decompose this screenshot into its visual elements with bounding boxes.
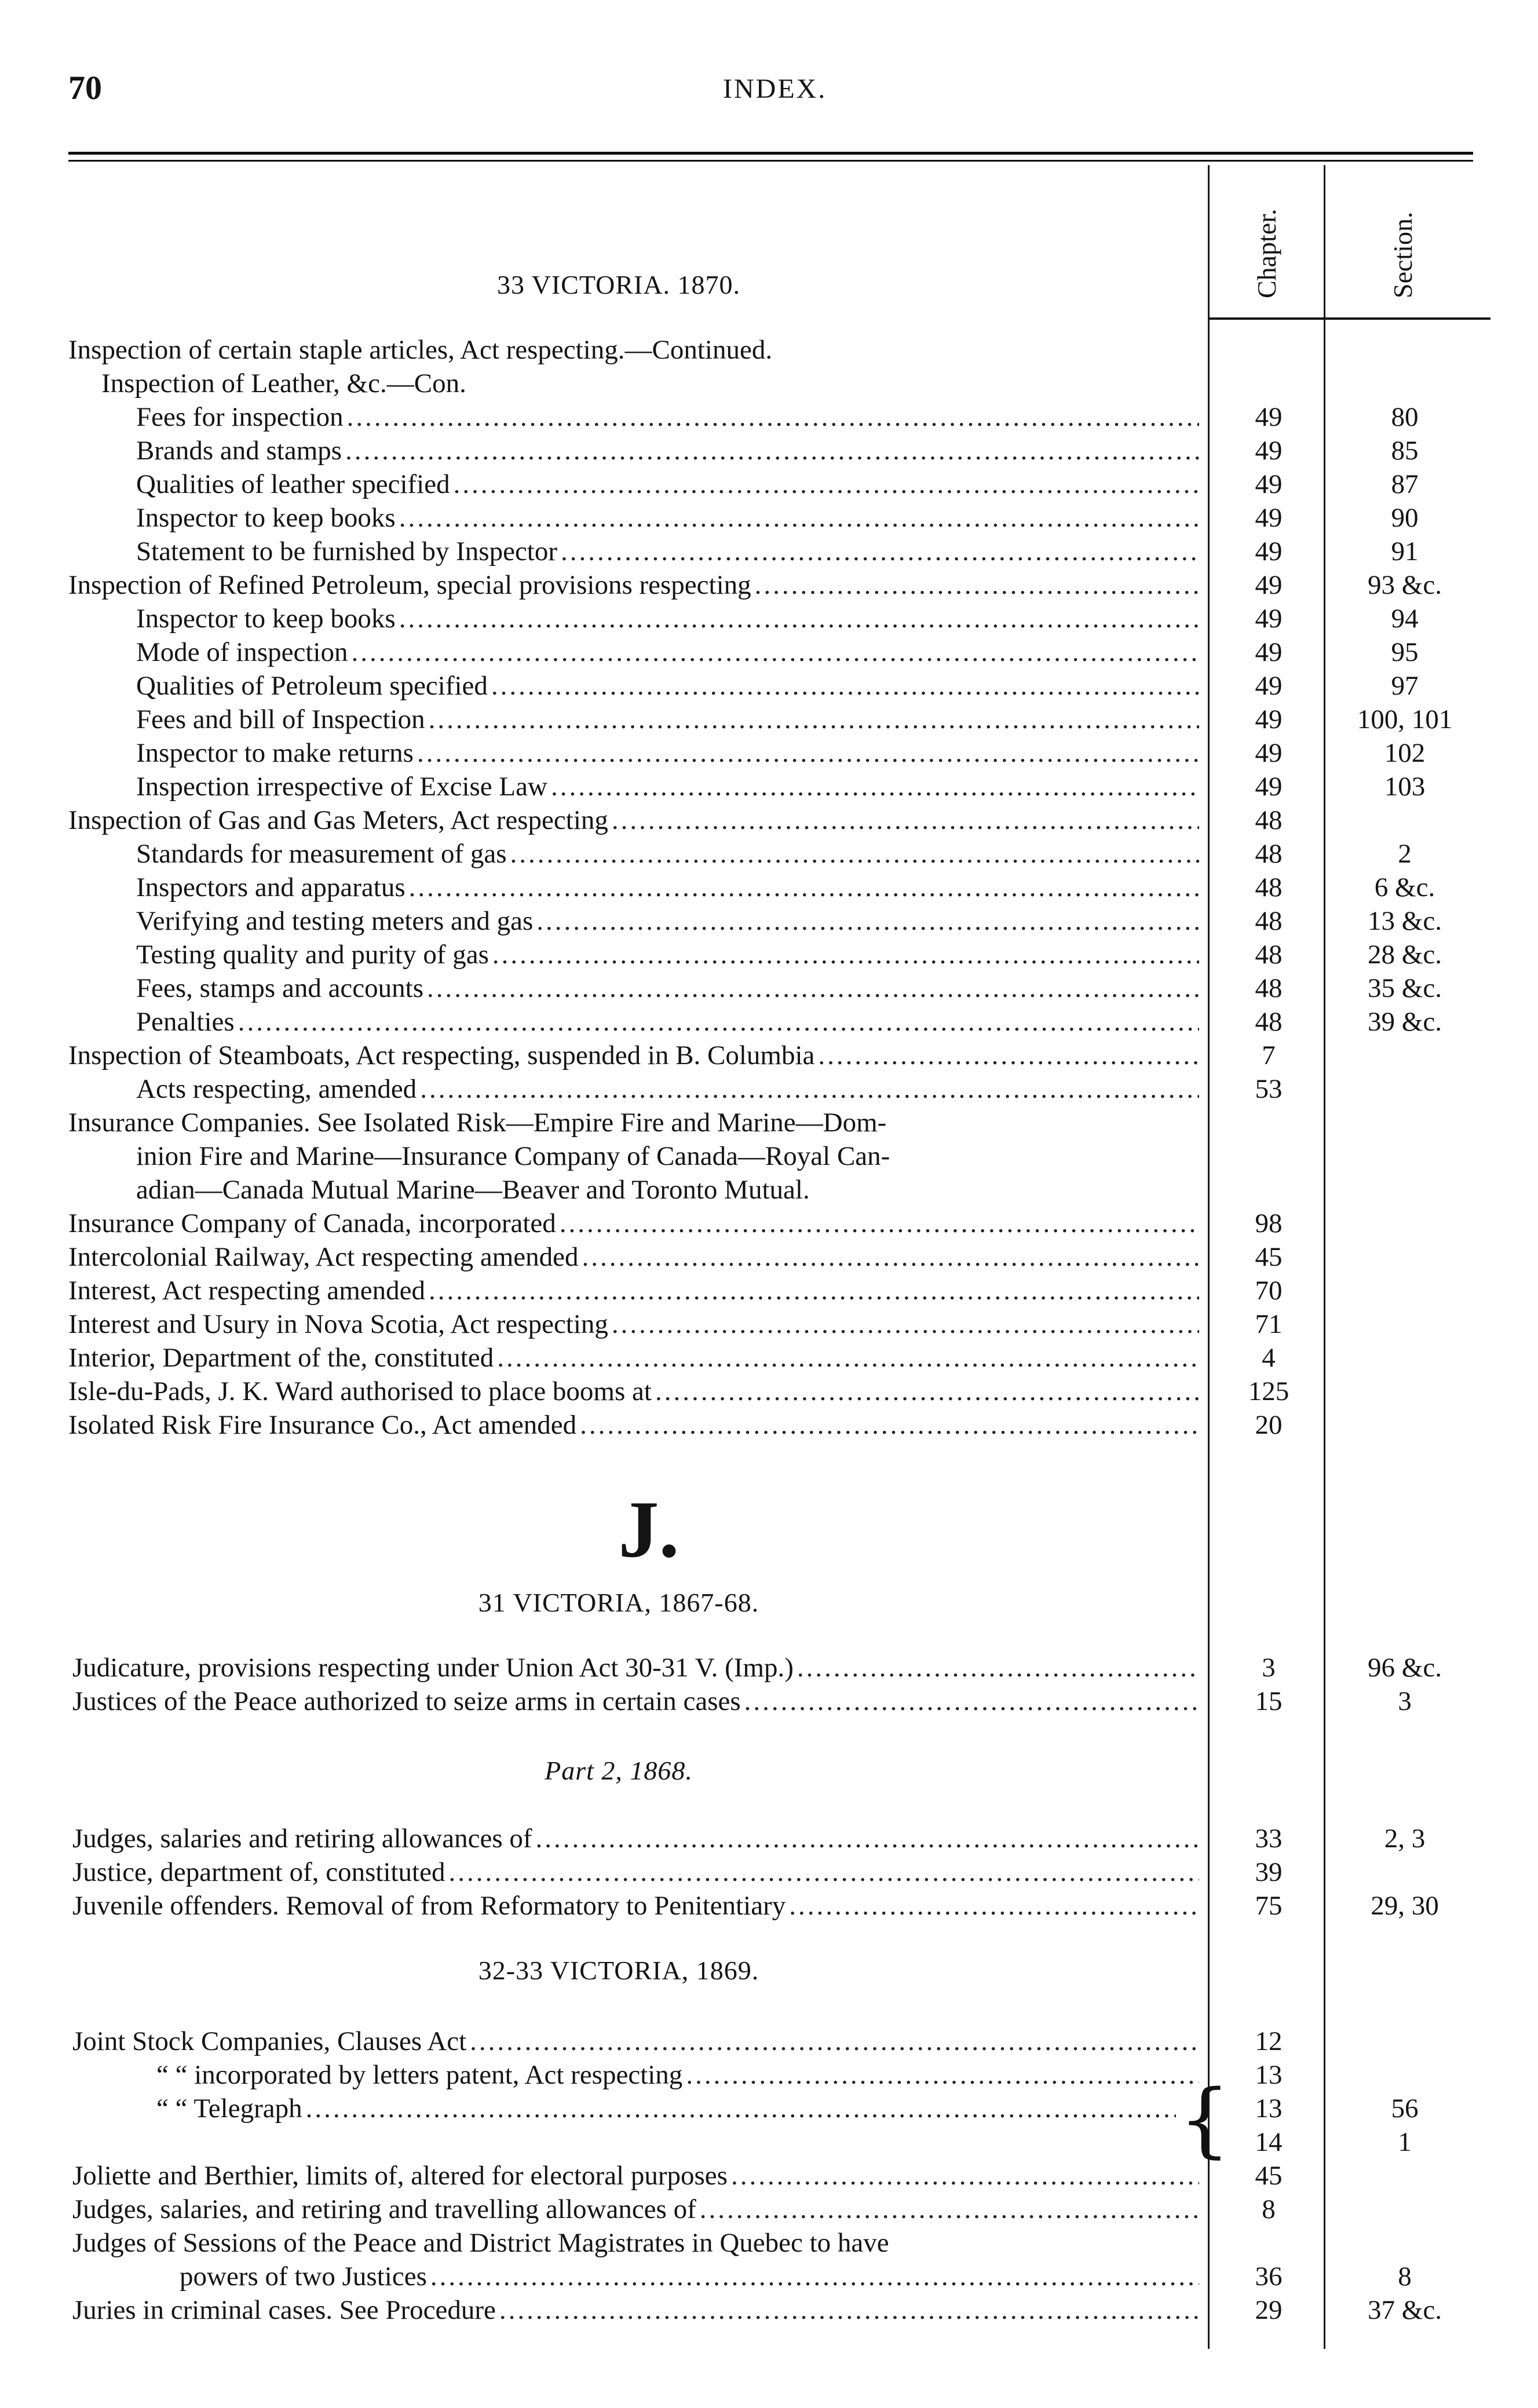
index-entry: Justice, department of, constituted ..... 39 [0,1855,1538,1889]
index-entry: Inspector to keep books ..... 49 90 [0,501,1538,535]
section-column-heading: Section. [1388,211,1418,298]
index-entry: Testing quality and purity of gas ..... 48 28 &c. [0,938,1538,971]
index-entry: Judges of Sessions of the Peace and District Magistrates in Quebec to have [72,2228,889,2258]
index-entry: powers of two Justices ..... 36 8 [0,2260,1538,2293]
section-heading-part2-1868: Part 2, 1868. [545,1756,693,1785]
index-entry: Inspection of Steamboats, Act respecting, suspended in B. Columbia ..... 7 [0,1039,1538,1072]
index-entry: Inspection of Gas and Gas Meters, Act respecting ..... 48 [0,803,1538,837]
index-entry: “ “ Telegraph ..... 13 56 [0,2092,1538,2125]
index-entry: Juvenile offenders. Removal of from Reformatory to Penitentiary ..... 75 29, 30 [0,1889,1538,1923]
page-number: 70 [68,69,102,107]
index-entry: Interest and Usury in Nova Scotia, Act respecting ..... 71 [0,1307,1538,1341]
brace-glyph: { [1179,2073,1231,2167]
index-entry: Juries in criminal cases. See Procedure ..... 29 37 &c. [0,2293,1538,2327]
letter-j-heading: J. [618,1485,680,1574]
index-entry: Judges, salaries, and retiring and travelling allowances of ..... 8 [0,2193,1538,2226]
section-heading-1867-68: 31 VICTORIA, 1867-68. [478,1588,759,1617]
index-entry: Isolated Risk Fire Insurance Co., Act amended ..... 20 [0,1408,1538,1442]
index-entry: Inspection of certain staple articles, Act respecting.—Continued. [68,335,773,365]
index-entry: Fees for inspection ..... 49 80 [0,400,1538,434]
index-entry: Penalties ..... 48 39 &c. [0,1005,1538,1039]
index-entry: Verifying and testing meters and gas ..... 48 13 &c. [0,904,1538,938]
index-entry: Insurance Company of Canada, incorporated ..... 98 [0,1207,1538,1240]
index-entry: Joliette and Berthier, limits of, altered for electoral purposes ..... 45 [0,2159,1538,2193]
index-entry: “ “ incorporated by letters patent, Act respecting ..... 13 [0,2058,1538,2092]
page-header [68,68,1470,115]
index-entry: Justices of the Peace authorized to seize arms in certain cases ..... 15 3 [0,1684,1538,1718]
index-entry: Inspector to keep books ..... 49 94 [0,602,1538,635]
section-heading-1869: 32-33 VICTORIA, 1869. [478,1956,759,1985]
index-entry: Mode of inspection ..... 49 95 [0,635,1538,669]
section-heading-1870: 33 VICTORIA. 1870. [496,270,741,299]
index-entry: Qualities of Petroleum specified ..... 49 97 [0,669,1538,703]
index-entry: 14 1 [1255,2127,1412,2157]
index-entry: Isle-du-Pads, J. K. Ward authorised to place booms at ..... 125 [0,1375,1538,1408]
index-entry: Judges, salaries and retiring allowances of ..... 33 2, 3 [0,1822,1538,1855]
index-entry: Inspection of Refined Petroleum, special provisions respecting ..... 49 93 &c. [0,568,1538,602]
column-heads-rule [1208,317,1490,320]
index-entry: Qualities of leather specified ..... 49 87 [0,467,1538,501]
index-entry: Intercolonial Railway, Act respecting amended ..... 45 [0,1240,1538,1274]
header-rule [68,152,1473,155]
index-entry: Inspection irrespective of Excise Law ..... 49 103 [0,770,1538,803]
index-entry: inion Fire and Marine—Insurance Company of Canada—Royal Can- [136,1141,890,1171]
index-entry: Brands and stamps ..... 49 85 [0,434,1538,467]
chapter-column-heading: Chapter. [1252,209,1281,298]
index-entry: Joint Stock Companies, Clauses Act ..... 12 [0,2025,1538,2058]
index-entry: Acts respecting, amended ..... 53 [0,1072,1538,1106]
index-entry: Statement to be furnished by Inspector ..... 49 91 [0,535,1538,568]
index-entry: Inspectors and apparatus ..... 48 6 &c. [0,871,1538,904]
running-title: INDEX. [723,74,827,104]
index-entry: Judicature, provisions respecting under Union Act 30-31 V. (Imp.) ..... 3 96 &c. [0,1651,1538,1684]
index-entry: adian—Canada Mutual Marine—Beaver and Toronto Mutual. [136,1175,810,1205]
index-entry: Interest, Act respecting amended ..... 70 [0,1274,1538,1307]
index-entry: Insurance Companies. See Isolated Risk—Empire Fire and Marine—Dom- [68,1108,887,1138]
index-entry: Inspector to make returns ..... 49 102 [0,736,1538,770]
index-entry: Fees, stamps and accounts ..... 48 35 &c. [0,971,1538,1005]
index-entry: Inspection of Leather, &c.—Con. [101,368,466,399]
header-rule-thin [68,160,1473,162]
index-entry: Interior, Department of the, constituted ..... 4 [0,1341,1538,1375]
index-entry: Fees and bill of Inspection ..... 49 100, 101 [0,703,1538,736]
index-entry: Standards for measurement of gas ..... 48 2 [0,837,1538,871]
